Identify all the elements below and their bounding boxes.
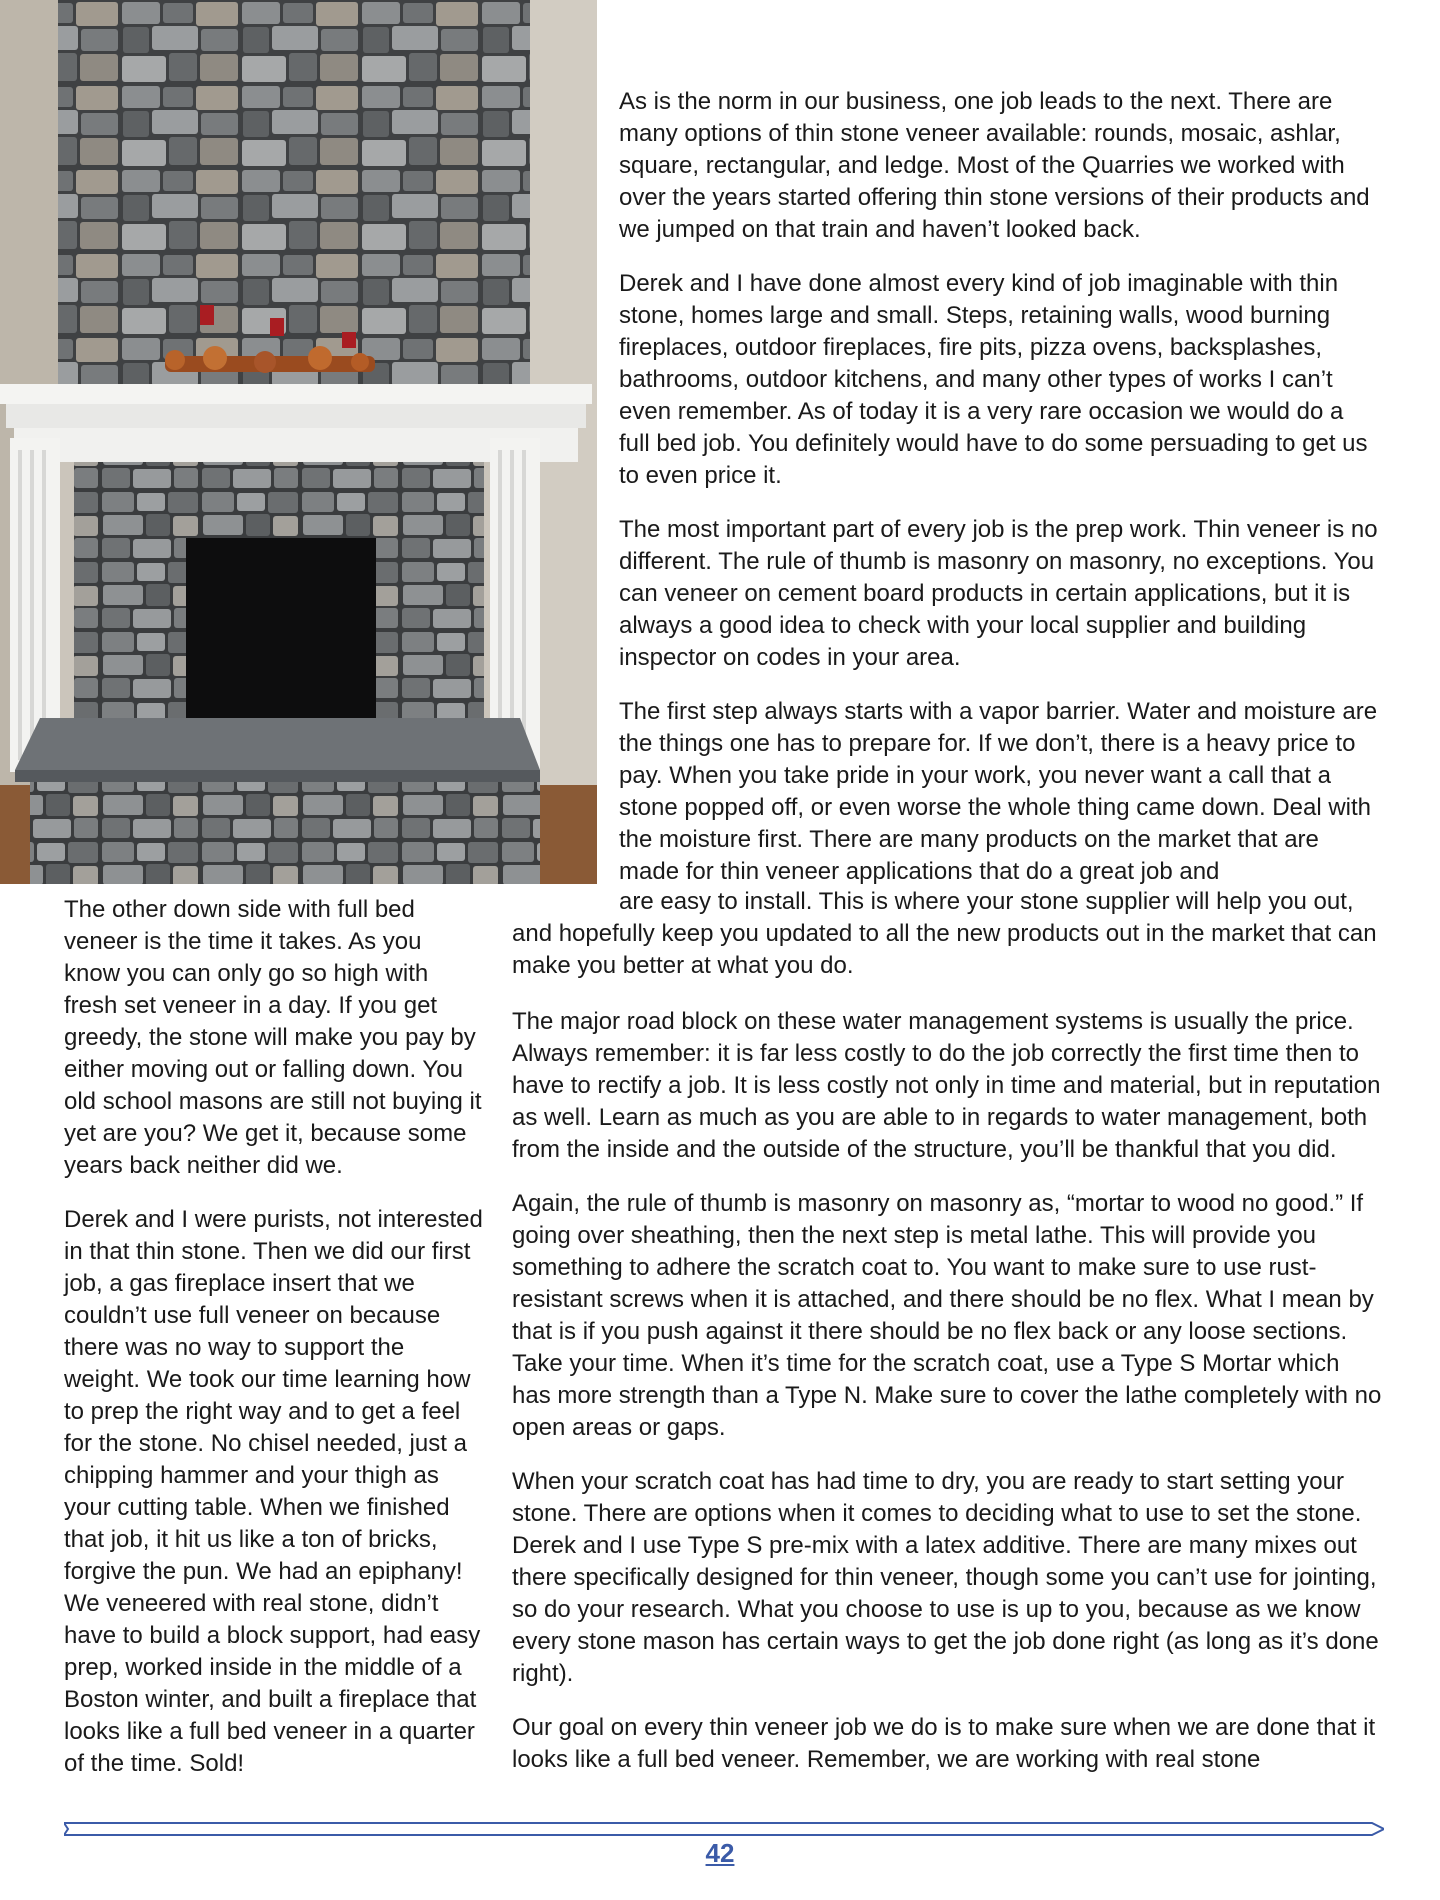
- fireplace-photo: [0, 0, 597, 884]
- paragraph-vapor-barrier: The first step always starts with a vapor barrier. Water and moisture are the things one has to prepare for. If we don’t, there is a heavy price to pay. When you take pride in your work, you never want a call that a stone popped off, or even worse the whole thing came down. Deal with the moisture first. There are many products on the market that are made for thin veneer applications that do a great job and: [619, 698, 1378, 885]
- paragraph-down-side: The other down side with full bed veneer is the time it takes. As you know you can only go so high with fresh set veneer in a day. If you get greedy, the stone will make you pay by either moving out or falling down. You old school masons are still not buying it yet are you? We get it, because some years back neither did we.: [64, 896, 482, 1179]
- paragraph-goal: Our goal on every thin veneer job we do is to make sure when we are done that it looks like a full bed veneer. Remember, we are working with real stone: [512, 1714, 1376, 1773]
- paragraph-lathe: Again, the rule of thumb is masonry on masonry as, “mortar to wood no good.” If going over sheathing, then the next step is metal lathe. This will provide you something to adhere the scratch coat to. You want to make sure to use rust-resistant screws when it is attached, and there should be no flex. What I mean by that is if you push against it there should be no flex back or any loose sections. Take your time. When it’s time for the scratch coat, use a Type S Mortar which has more strength than a Type N. Make sure to cover the lathe completely with no open areas or gaps.: [512, 1190, 1382, 1441]
- wrap-line-first: are easy to install. This is where your stone supplier will help you out,: [619, 888, 1354, 915]
- paragraph-road-block: The major road block on these water management systems is usually the price. Always remember: it is far less costly to do the job correctly the first time then to have to rectify a job. It is less costly not only in time and material, but in reputation as well. Learn as much as you are able to in regards to water management, both from the inside and the outside of the structure, you’ll be thankful that you did.: [512, 1008, 1381, 1163]
- wrap-line-rest: and hopefully keep you updated to all the new products out in the market that can make you better at what you do.: [512, 920, 1377, 979]
- left-column: [64, 894, 484, 1802]
- paragraph-prep: The most important part of every job is the prep work. Thin veneer is no different. The rule of thumb is masonry on masonry, no exceptions. You can veneer on cement board products in certain applications, but it is always a good idea to check with your local supplier and building inspector on codes in your area.: [619, 516, 1378, 671]
- right-column-top: [619, 86, 1379, 910]
- paragraph-jobs: Derek and I have done almost every kind of job imaginable with thin stone, homes large and small. Steps, retaining walls, wood burning fireplaces, outdoor fireplaces, fire pits, pizza ovens, backsplashes, bathrooms, outdoor kitchens, and many other types of works I can’t even remember. As of today it is a very rare occasion we would do a full bed job. You definitely would have to do some persuading to get us to even price it.: [619, 270, 1368, 489]
- paragraph-purists: Derek and I were purists, not interested in that thin stone. Then we did our first job, a gas fireplace insert that we couldn’t use full veneer on because there was no way to support the weight. We took our time learning how to prep the right way and to get a feel for the stone. No chisel needed, just a chipping hammer and your thigh as your cutting table. When we finished that job, it hit us like a ton of bricks, forgive the pun. We had an epiphany! We veneered with real stone, didn’t have to build a block support, had easy prep, worked inside in the middle of a Boston winter, and built a fireplace that looks like a full bed veneer in a quarter of the time. Sold!: [64, 1206, 483, 1777]
- paragraph-options: As is the norm in our business, one job leads to the next. There are many options of thin stone veneer available: rounds, mosaic, ashlar, square, rectangular, and ledge. Most of the Quarries we worked with over the years started offering thin stone versions of their products and we jumped on that train and haven’t looked back.: [619, 88, 1370, 243]
- paragraph-scratch-coat: When your scratch coat has had time to dry, you are ready to start setting your stone. There are options when it comes to deciding what to use to set the stone. Derek and I use Type S pre-mix with a latex additive. There are many mixes out there specifically designed for thin veneer, though some you can’t use for jointing, so do your research. What you choose to use is up to you, because as we know every stone mason has certain ways to get the job done right (as long as it’s done right).: [512, 1468, 1379, 1687]
- footer-divider: [64, 1822, 1384, 1836]
- paragraph-vapor-barrier-continued: [512, 886, 1382, 982]
- page-number: 42: [705, 1838, 735, 1868]
- right-column-bottom: [512, 1006, 1382, 1798]
